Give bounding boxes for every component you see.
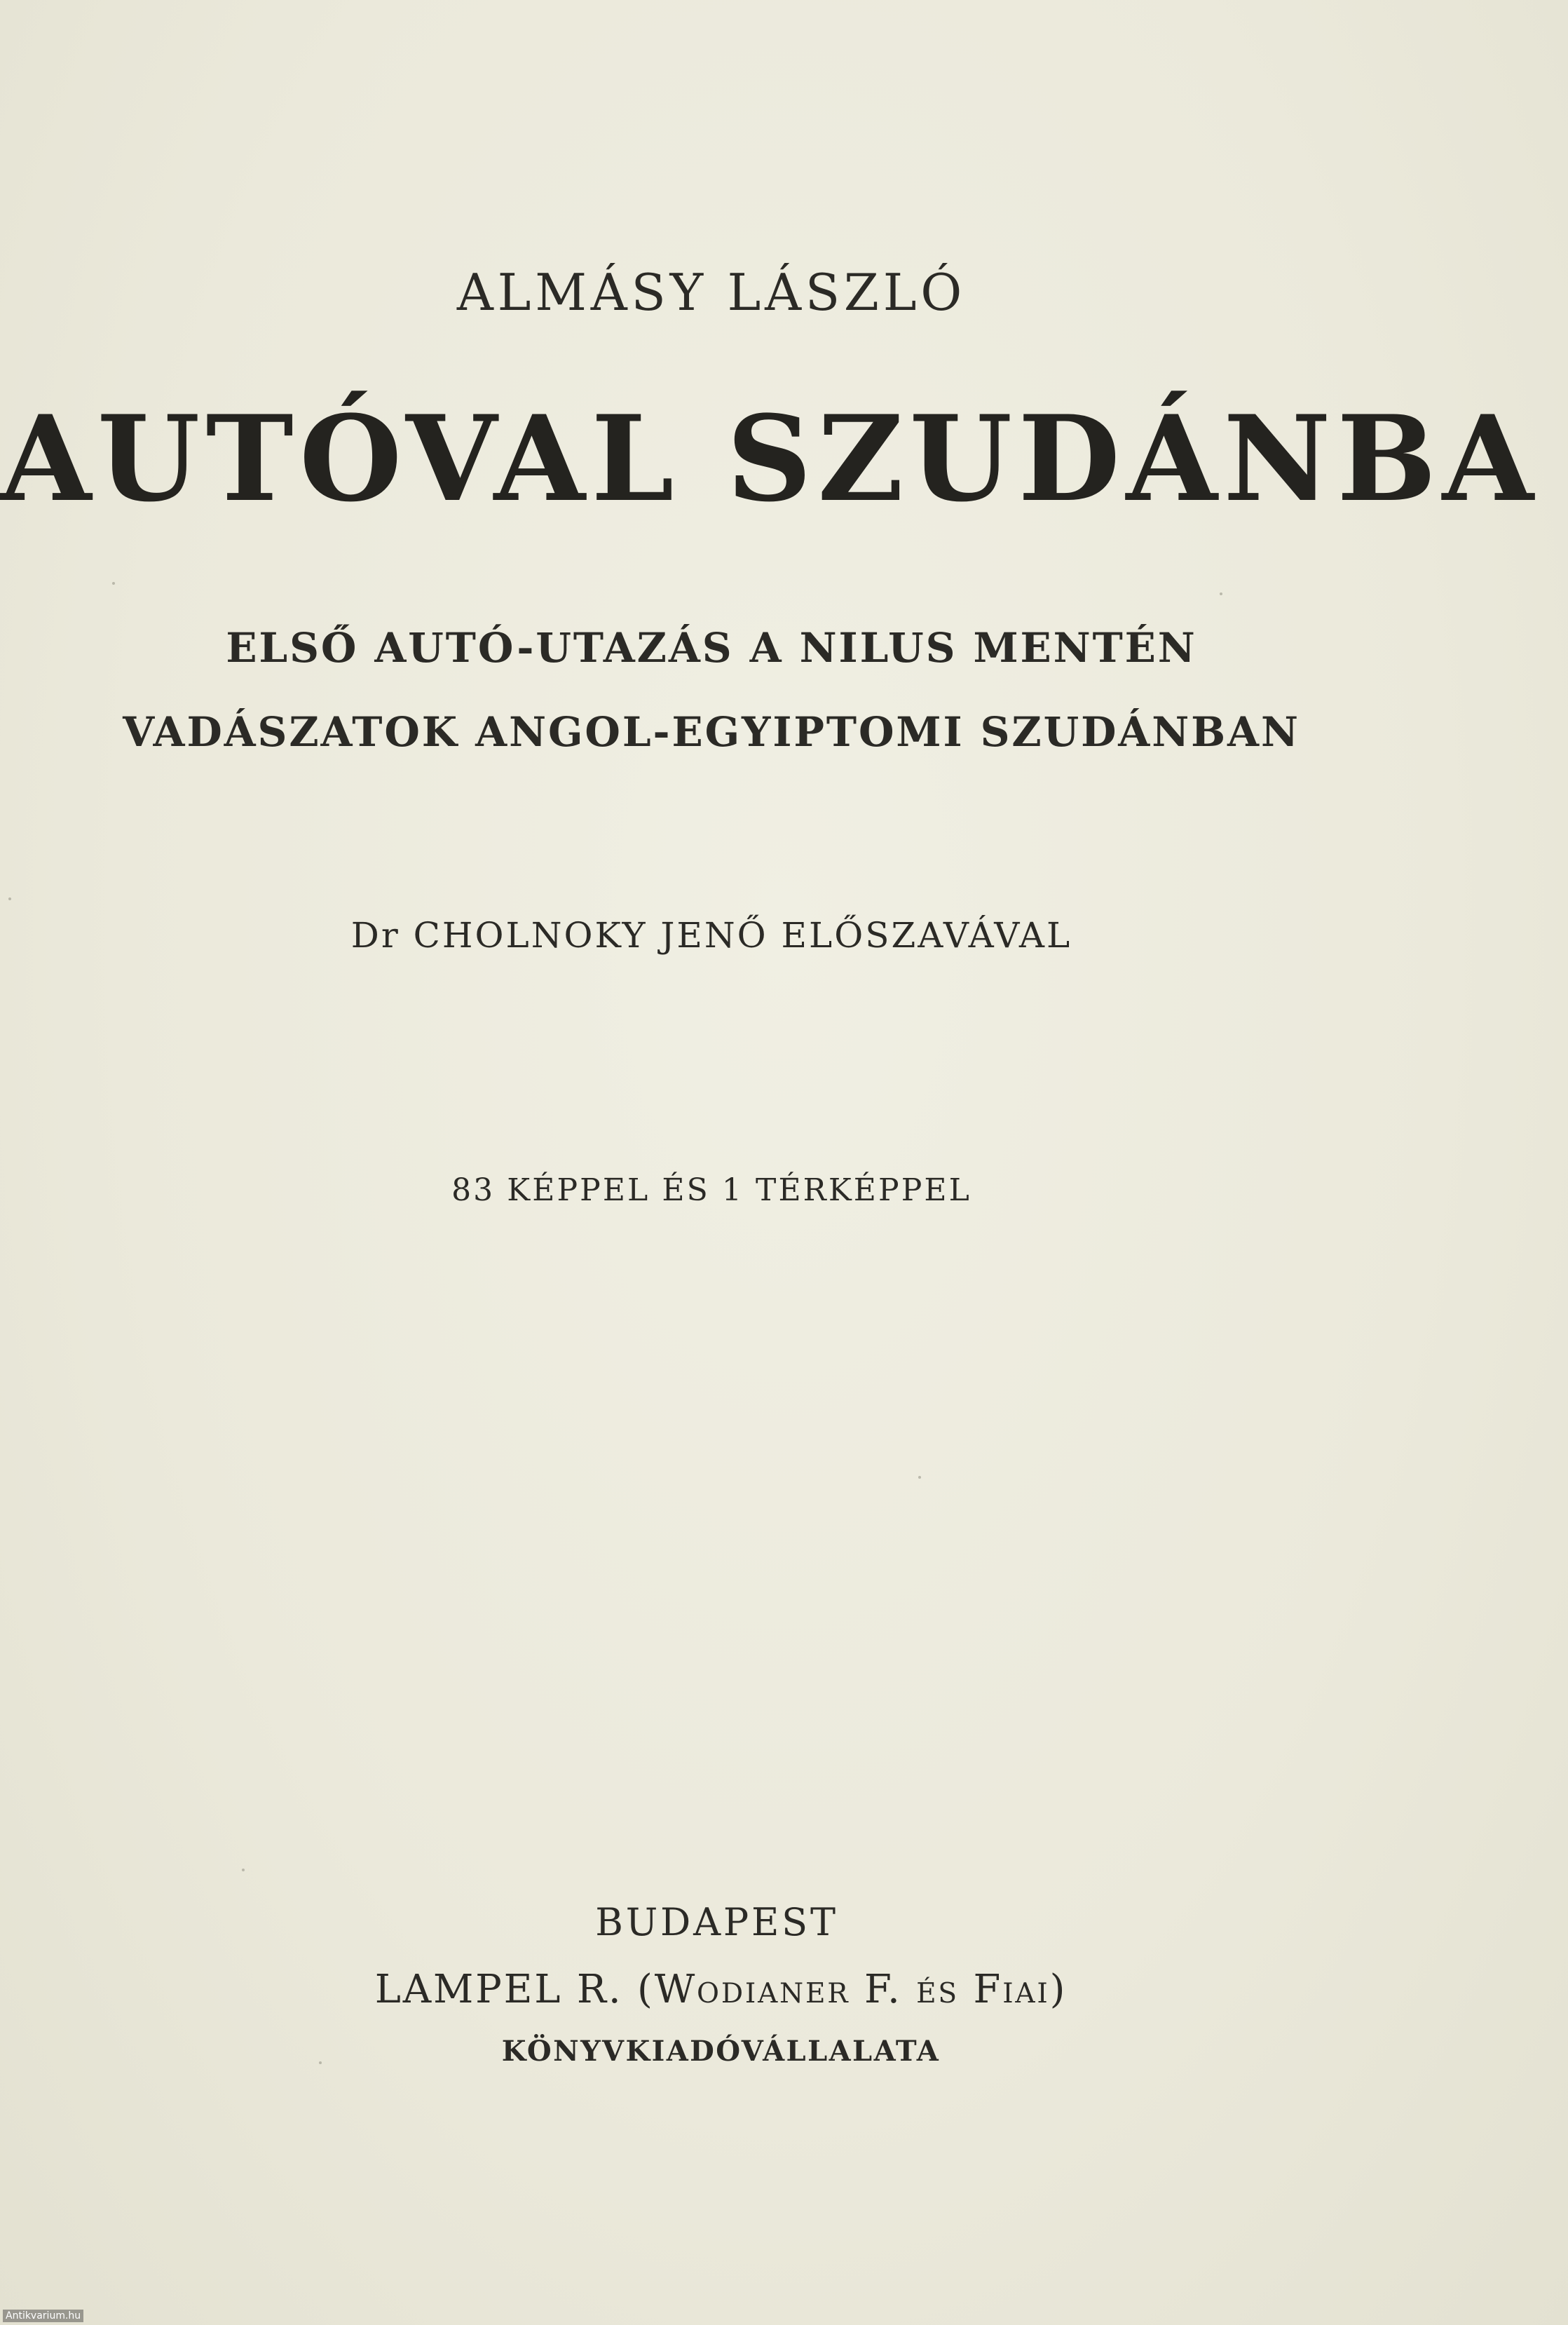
publisher-name-part-1: LAMPEL R. (: [374, 1967, 655, 2012]
illustrations-note: 83 KÉPPEL ÉS 1 TÉRKÉPPEL: [451, 1172, 972, 1208]
watermark: Antikvarium.hu: [3, 2310, 83, 2322]
subtitle-line-2: VADÁSZATOK ANGOL-EGYIPTOMI SZUDÁNBAN: [123, 708, 1300, 756]
publisher-name-part-3: ): [1049, 1967, 1068, 2012]
publisher-name-part-2: Wodianer F. és Fiai: [654, 1967, 1050, 2012]
author-name: ALMÁSY LÁSZLÓ: [456, 263, 967, 322]
foreword-credit: Dr CHOLNOKY JENŐ ELŐSZAVÁVAL: [350, 915, 1072, 956]
publication-city: BUDAPEST: [595, 1900, 838, 1944]
book-title: AUTÓVAL SZUDÁNBA: [0, 389, 1540, 528]
subtitle-line-1: ELSŐ AUTÓ-UTAZÁS A NILUS MENTÉN: [226, 624, 1197, 672]
paper-speck: [1220, 592, 1222, 595]
paper-speck: [319, 2061, 322, 2064]
paper-speck: [8, 897, 11, 900]
paper-speck: [918, 1476, 921, 1479]
publisher-name: [0, 1967, 1442, 2012]
paper-speck: [112, 582, 115, 585]
publisher-company: KÖNYVKIADÓVÁLLALATA: [501, 2035, 941, 2068]
paper-speck: [242, 1869, 245, 1871]
